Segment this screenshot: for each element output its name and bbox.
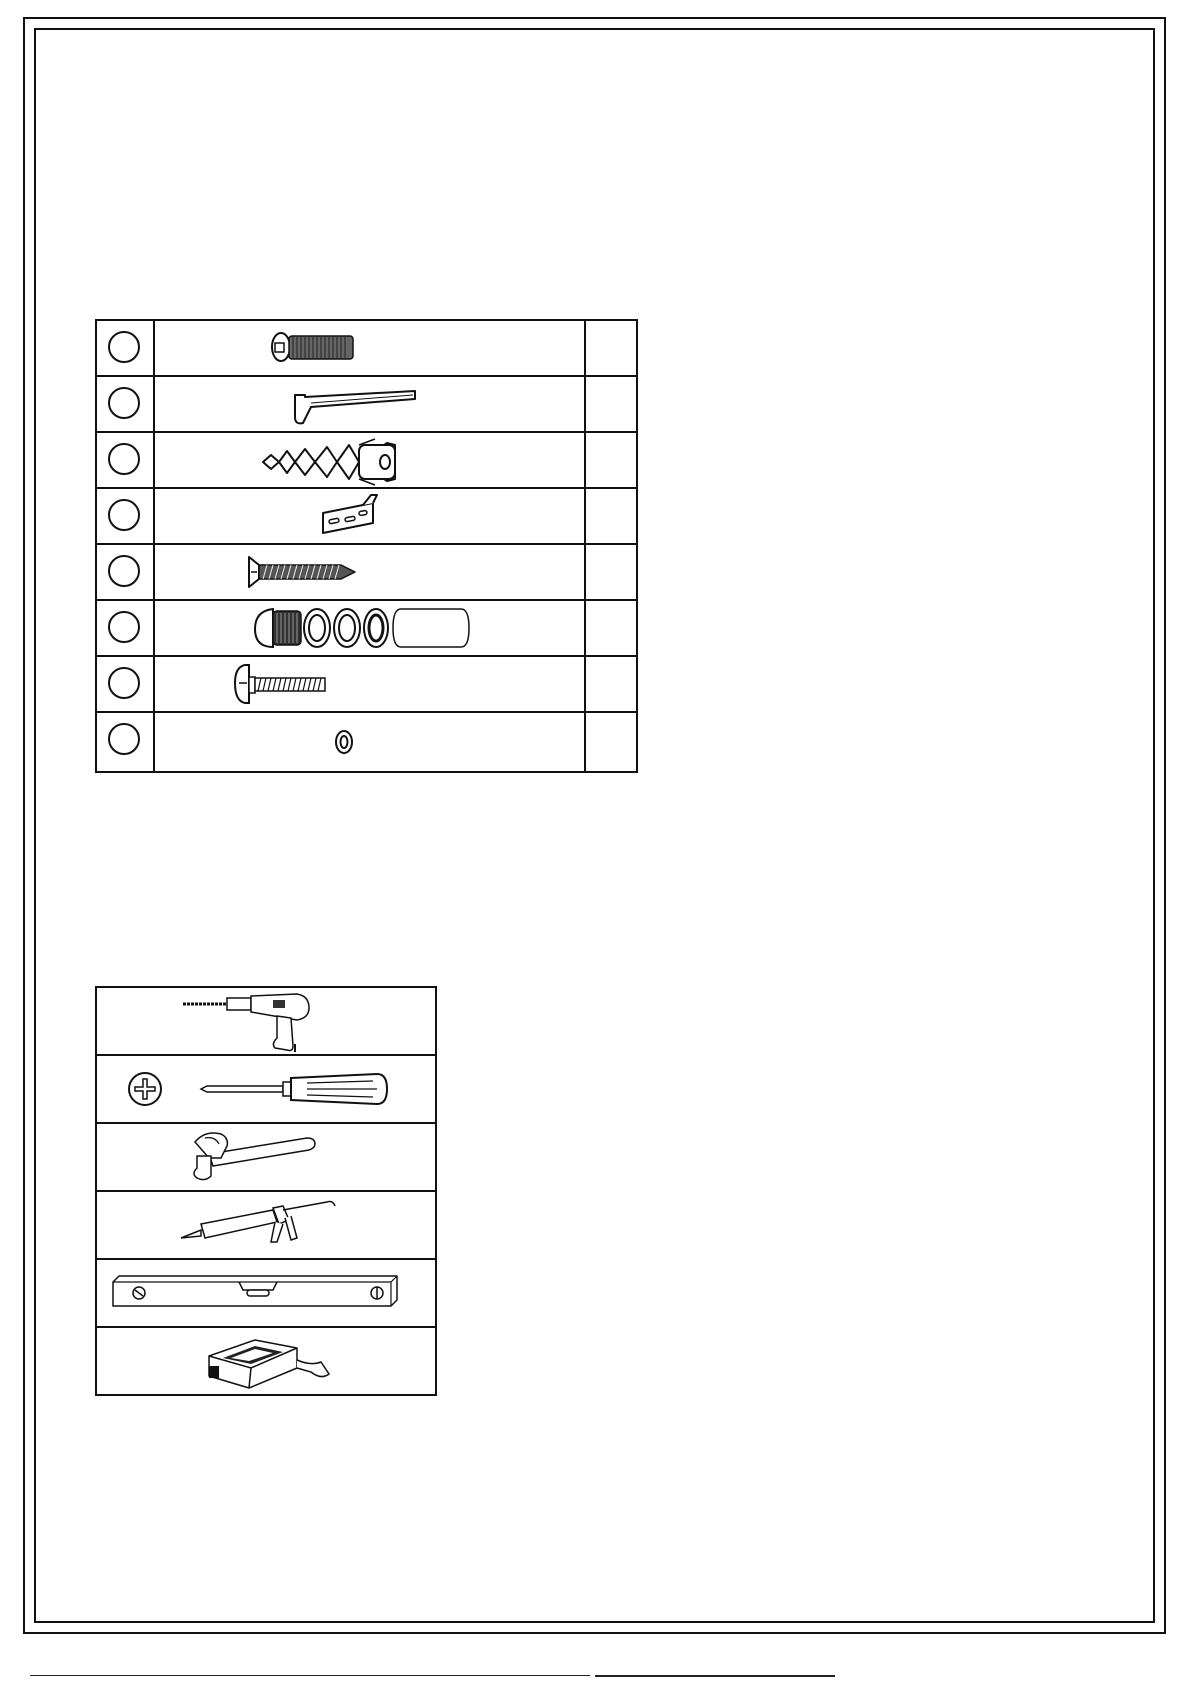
hex-bolt-icon bbox=[155, 321, 585, 375]
pan-head-screw-icon bbox=[155, 657, 585, 711]
bracket-icon bbox=[155, 489, 585, 543]
part-quantity bbox=[586, 321, 634, 375]
tools-row bbox=[97, 1124, 435, 1192]
tools-row bbox=[97, 1192, 435, 1260]
washer-icon bbox=[155, 713, 585, 767]
parts-row bbox=[97, 489, 636, 545]
part-number bbox=[108, 331, 140, 363]
parts-table bbox=[95, 319, 638, 773]
footer-rule-segment bbox=[595, 1675, 835, 1677]
part-quantity bbox=[586, 433, 634, 487]
part-quantity bbox=[586, 713, 634, 767]
part-number bbox=[108, 443, 140, 475]
parts-row bbox=[97, 601, 636, 657]
allen-key-icon bbox=[155, 377, 585, 431]
phillips-screwdriver-icon bbox=[97, 1056, 435, 1122]
parts-row bbox=[97, 545, 636, 601]
footer-rule bbox=[0, 1675, 1191, 1677]
parts-row bbox=[97, 377, 636, 433]
caulking-gun-icon bbox=[97, 1192, 435, 1258]
countersunk-screw-icon bbox=[155, 545, 585, 599]
part-number bbox=[108, 723, 140, 755]
part-number bbox=[108, 667, 140, 699]
tools-row bbox=[97, 988, 435, 1056]
parts-row bbox=[97, 657, 636, 713]
parts-row bbox=[97, 433, 636, 489]
tools-row bbox=[97, 1260, 435, 1328]
part-quantity bbox=[586, 657, 634, 711]
tape-measure-icon bbox=[97, 1328, 435, 1394]
part-quantity bbox=[586, 545, 634, 599]
hammer-icon bbox=[97, 1124, 435, 1190]
part-number bbox=[108, 555, 140, 587]
parts-row bbox=[97, 713, 636, 769]
part-quantity bbox=[586, 601, 634, 655]
part-number bbox=[108, 611, 140, 643]
parts-row bbox=[97, 321, 636, 377]
part-quantity bbox=[586, 377, 634, 431]
tools-row bbox=[97, 1056, 435, 1124]
spirit-level-icon bbox=[97, 1260, 435, 1326]
tools-row bbox=[97, 1328, 435, 1396]
cover-cap-set-icon bbox=[155, 601, 585, 655]
footer-rule-segment bbox=[30, 1675, 590, 1676]
part-quantity bbox=[586, 489, 634, 543]
part-number bbox=[108, 499, 140, 531]
power-drill-icon bbox=[97, 988, 435, 1054]
wall-plug-icon bbox=[155, 433, 585, 487]
tools-table bbox=[95, 986, 437, 1396]
part-number bbox=[108, 387, 140, 419]
